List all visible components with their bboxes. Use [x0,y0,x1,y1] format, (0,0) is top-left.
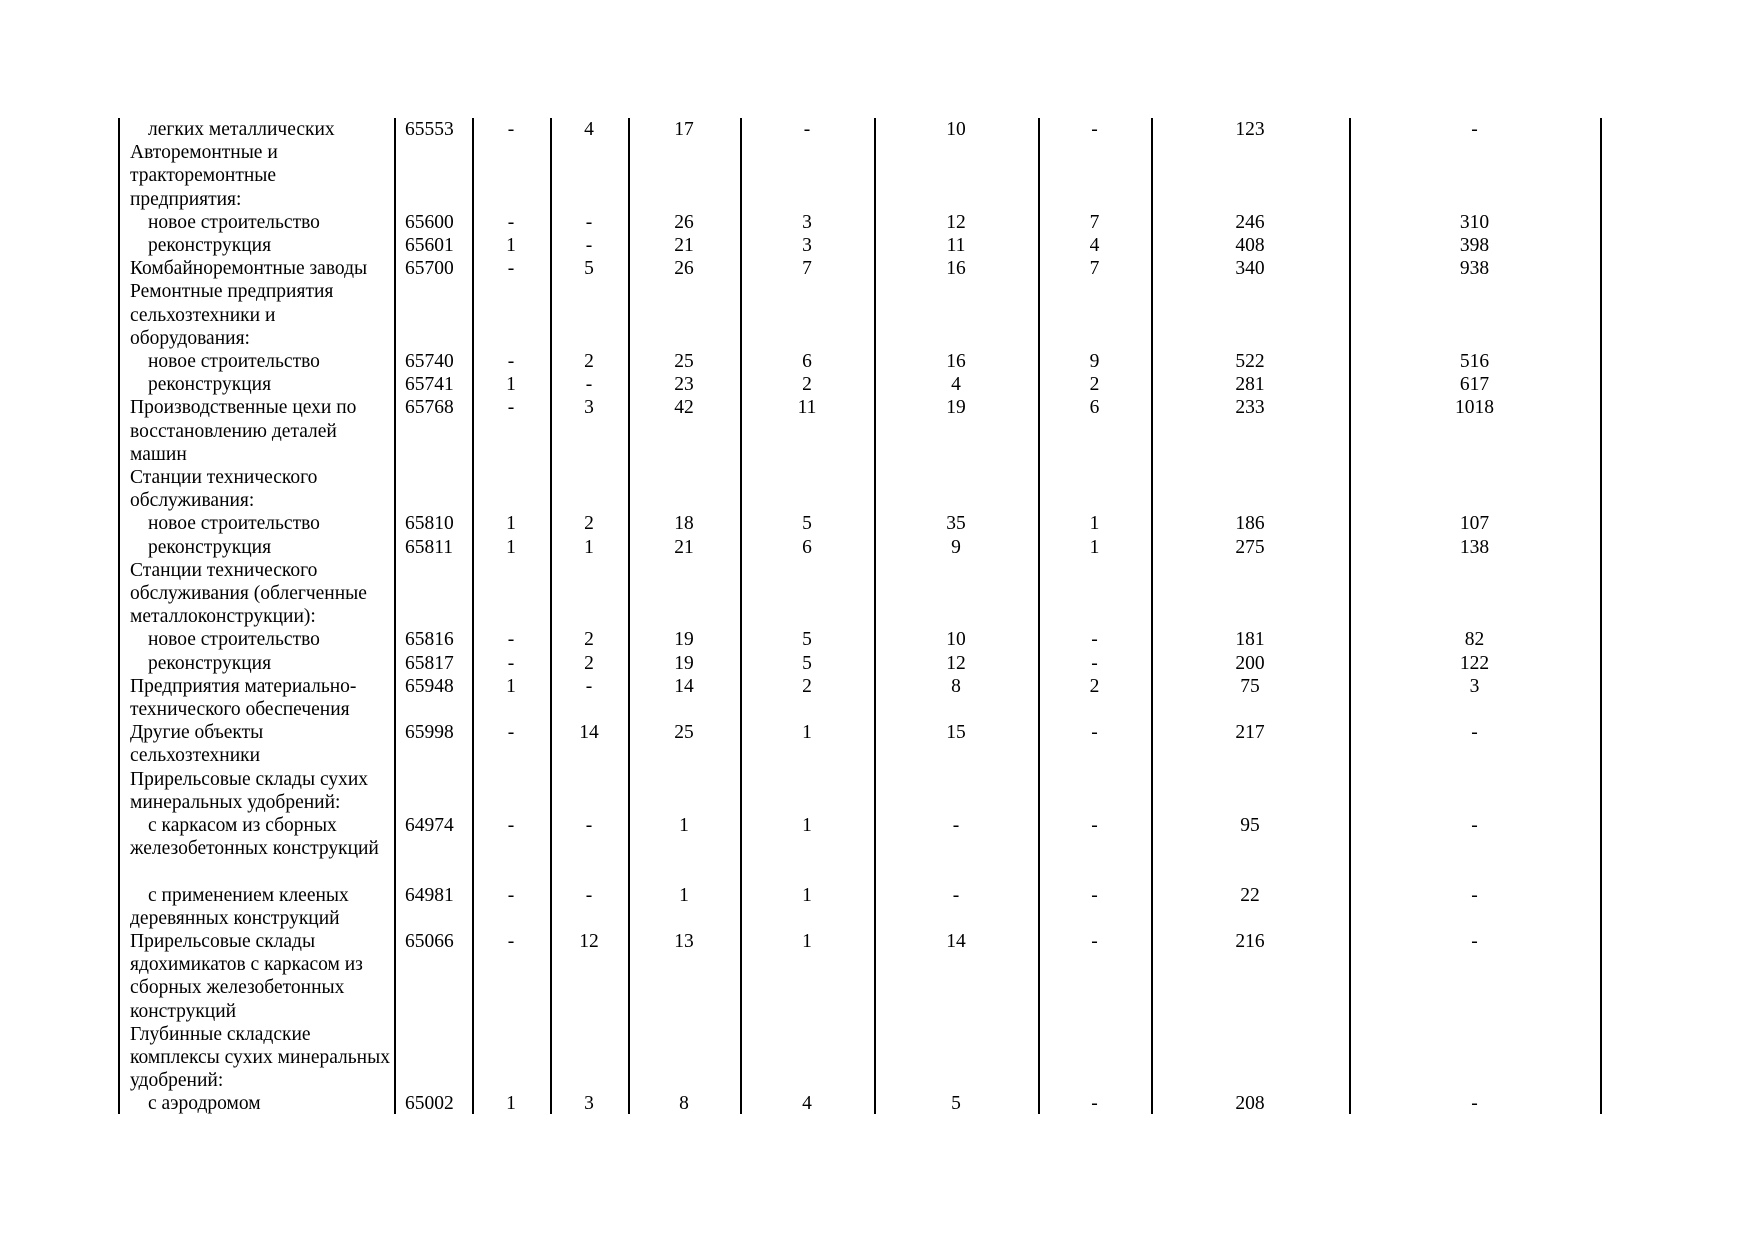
value-cell: 2 [1089,374,1100,396]
value-cell: 516 [1459,351,1490,372]
value-cell: - [507,931,515,952]
value-cell: 2 [802,675,812,697]
value-cell: 12 [946,652,966,674]
row-name: Ремонтные предприятия сельхозтехники и оборудования: [130,281,334,349]
value-cell: 13 [674,931,694,952]
row-name: Авторемонтные и тракторемонтные предприятия: [130,142,278,210]
value-cell: 11 [797,397,817,419]
row-name: Производственные цехи по восстановлению деталей машин [130,397,357,465]
value-cell: 23 [674,374,694,396]
value-cell: 1 [506,235,516,256]
column-rule [1600,118,1602,1114]
value-cell: 35 [946,513,966,535]
value-cell: 246 [1235,211,1265,233]
value-cell: - [1091,1093,1098,1115]
row-code: 65553 [405,119,454,140]
value-cell: 200 [1235,652,1265,674]
value-cell: 1 [506,536,516,558]
value-cell: 5 [802,652,812,674]
value-cell: - [1091,119,1098,140]
value-cell: 1 [506,374,516,396]
value-cell: 107 [1459,513,1490,535]
value-cell: 2 [584,351,594,372]
value-cell: 1 [802,931,812,952]
row-code: 65700 [405,258,454,280]
value-cell: - [585,374,593,396]
value-cell: 1 [679,884,689,906]
row-code: 65740 [405,351,454,372]
row-name: Станции технического обслуживания (облегченные металлоконструкции): [130,559,367,628]
value-cell: 18 [674,513,694,535]
row-code: 65741 [405,374,454,396]
value-cell: 3 [584,397,594,419]
value-cell: 340 [1235,258,1265,280]
value-cell: 3 [1469,675,1480,697]
value-cell: 2 [584,629,594,651]
value-cell: 26 [674,258,694,280]
value-cell: 122 [1459,652,1490,674]
value-cell: - [1091,722,1098,744]
value-cell: - [1471,722,1478,744]
row-name: реконструкция [148,536,272,558]
row-name: Предприятия материально-технического обеспечения [130,675,357,720]
value-cell: 217 [1235,722,1265,744]
value-cell: 19 [674,652,694,674]
value-cell: 22 [1240,884,1260,906]
value-cell: 1 [584,536,594,558]
value-cell: 275 [1235,536,1265,558]
value-cell: - [507,258,515,280]
value-cell: 7 [1089,211,1100,233]
value-cell: 75 [1240,675,1260,697]
row-code: 65817 [405,652,454,674]
row-code: 64981 [405,884,454,906]
value-cell: 26 [674,211,694,233]
value-cell: 1 [802,884,812,906]
value-cell: 15 [946,722,966,744]
row-name: Другие объекты сельхозтехники [130,722,264,767]
value-cell: 4 [802,1093,812,1115]
row-code: 65066 [405,931,454,952]
value-cell: - [1091,884,1098,906]
row-code: 65948 [405,675,454,697]
value-cell: 82 [1464,629,1485,651]
row-name: новое строительство [148,211,320,233]
row-name: легких металлических [148,119,335,140]
value-cell: 938 [1459,258,1490,280]
value-cell: 4 [951,374,961,396]
value-cell: 233 [1235,397,1265,419]
value-cell: 42 [674,397,694,419]
value-cell: - [585,235,593,256]
value-cell: - [1091,931,1098,952]
value-cell: 6 [802,536,812,558]
row-code: 65811 [405,536,454,558]
row-name: новое строительство [148,629,320,651]
value-cell: - [585,815,593,836]
value-cell: 3 [802,211,812,233]
value-cell: - [952,815,960,836]
value-cell: 2 [584,513,594,535]
row-name: Комбайноремонтные заводы [130,258,368,280]
value-cell: 181 [1235,629,1265,651]
value-cell: 216 [1235,931,1265,952]
value-cell: 1 [802,815,812,836]
value-cell: 1 [679,815,689,836]
row-name: реконструкция [148,652,272,674]
value-cell: 1018 [1455,397,1494,419]
column-rule [394,118,396,1114]
value-cell: 16 [946,258,966,280]
value-cell: 123 [1235,119,1265,140]
value-cell: 4 [584,119,594,140]
value-cell: - [507,652,515,674]
row-code: 65998 [405,722,454,744]
value-cell: - [507,119,515,140]
value-cell: 281 [1235,374,1265,396]
value-cell: 617 [1459,374,1490,396]
value-cell: 5 [802,513,812,535]
value-cell: - [1471,815,1478,836]
row-name: реконструкция [148,235,272,256]
value-cell: 7 [1089,258,1100,280]
row-name: новое строительство [148,351,320,372]
value-cell: - [1471,119,1478,140]
value-cell: 186 [1235,513,1265,535]
value-cell: - [585,884,593,906]
row-name: с применением клееных деревянных конструкций [130,884,349,929]
value-cell: 12 [946,211,966,233]
value-cell: 3 [802,235,812,256]
value-cell: 17 [674,119,694,140]
value-cell: - [507,351,515,372]
row-code: 65768 [405,397,454,419]
value-cell: 10 [946,629,966,651]
value-cell: 138 [1459,536,1490,558]
row-code: 65002 [405,1093,454,1115]
value-cell: 4 [1089,235,1100,256]
row-name: Станции технического обслуживания: [130,467,318,512]
value-cell: 522 [1235,351,1265,372]
value-cell: 7 [802,258,812,280]
column-rule [118,118,120,1114]
value-cell: - [507,211,515,233]
value-cell: 14 [674,675,694,697]
value-cell: 21 [674,235,694,256]
value-cell: 1 [506,675,516,697]
value-cell: - [1091,629,1098,651]
value-cell: - [507,722,515,744]
value-cell: 208 [1235,1093,1265,1115]
value-cell: 1 [802,722,812,744]
value-cell: 19 [946,397,966,419]
value-cell: - [507,815,515,836]
value-cell: - [803,119,811,140]
value-cell: 5 [951,1093,961,1115]
value-cell: - [952,884,960,906]
value-cell: 8 [679,1093,689,1115]
value-cell: 21 [674,536,694,558]
row-code: 65600 [405,211,454,233]
row-name: Прирельсовые склады сухих минеральных удобрений: [130,768,369,813]
value-cell: - [507,629,515,651]
value-cell: - [585,211,593,233]
value-cell: 1 [506,1093,516,1115]
value-cell: - [507,884,515,906]
row-code: 65816 [405,629,454,651]
value-cell: - [1471,1093,1478,1115]
value-cell: 25 [674,722,694,744]
row-name: реконструкция [148,374,272,396]
value-cell: 16 [946,351,966,372]
row-code: 64974 [405,815,454,836]
value-cell: 1 [1089,536,1100,558]
value-cell: 6 [802,351,812,372]
value-cell: 408 [1235,235,1265,256]
value-cell: 14 [946,931,966,952]
row-code: 65810 [405,513,454,535]
value-cell: 398 [1459,235,1490,256]
value-cell: 14 [579,722,599,744]
value-cell: 1 [506,513,516,535]
value-cell: 2 [802,374,812,396]
value-cell: 2 [584,652,594,674]
value-cell: 19 [674,629,694,651]
row-name: Прирельсовые склады ядохимикатов с каркасом из сборных железобетонных конструкций [130,931,363,1022]
row-name: с каркасом из сборных железобетонных конструкций [130,815,379,860]
value-cell: 310 [1459,211,1490,233]
value-cell: - [1471,884,1478,906]
value-cell: 1 [1089,513,1100,535]
value-cell: 6 [1089,397,1100,419]
row-code: 65601 [405,235,454,256]
value-cell: 12 [579,931,599,952]
value-cell: - [1091,815,1098,836]
row-name: с аэродромом [148,1093,261,1115]
value-cell: - [1471,931,1478,952]
value-cell: 8 [951,675,961,697]
value-cell: 10 [946,119,966,140]
value-cell: 5 [802,629,812,651]
value-cell: 11 [946,235,966,256]
value-cell: 95 [1240,815,1260,836]
value-cell: 2 [1089,675,1100,697]
value-cell: 5 [584,258,594,280]
value-cell: - [507,397,515,419]
value-cell: 9 [951,536,961,558]
value-cell: 25 [674,351,694,372]
value-cell: 3 [584,1093,594,1115]
value-cell: - [585,675,593,697]
row-name: новое строительство [148,513,320,535]
row-name: Глубинные складские комплексы сухих минеральных удобрений: [130,1023,390,1092]
value-cell: 9 [1089,351,1100,372]
value-cell: - [1091,652,1098,674]
